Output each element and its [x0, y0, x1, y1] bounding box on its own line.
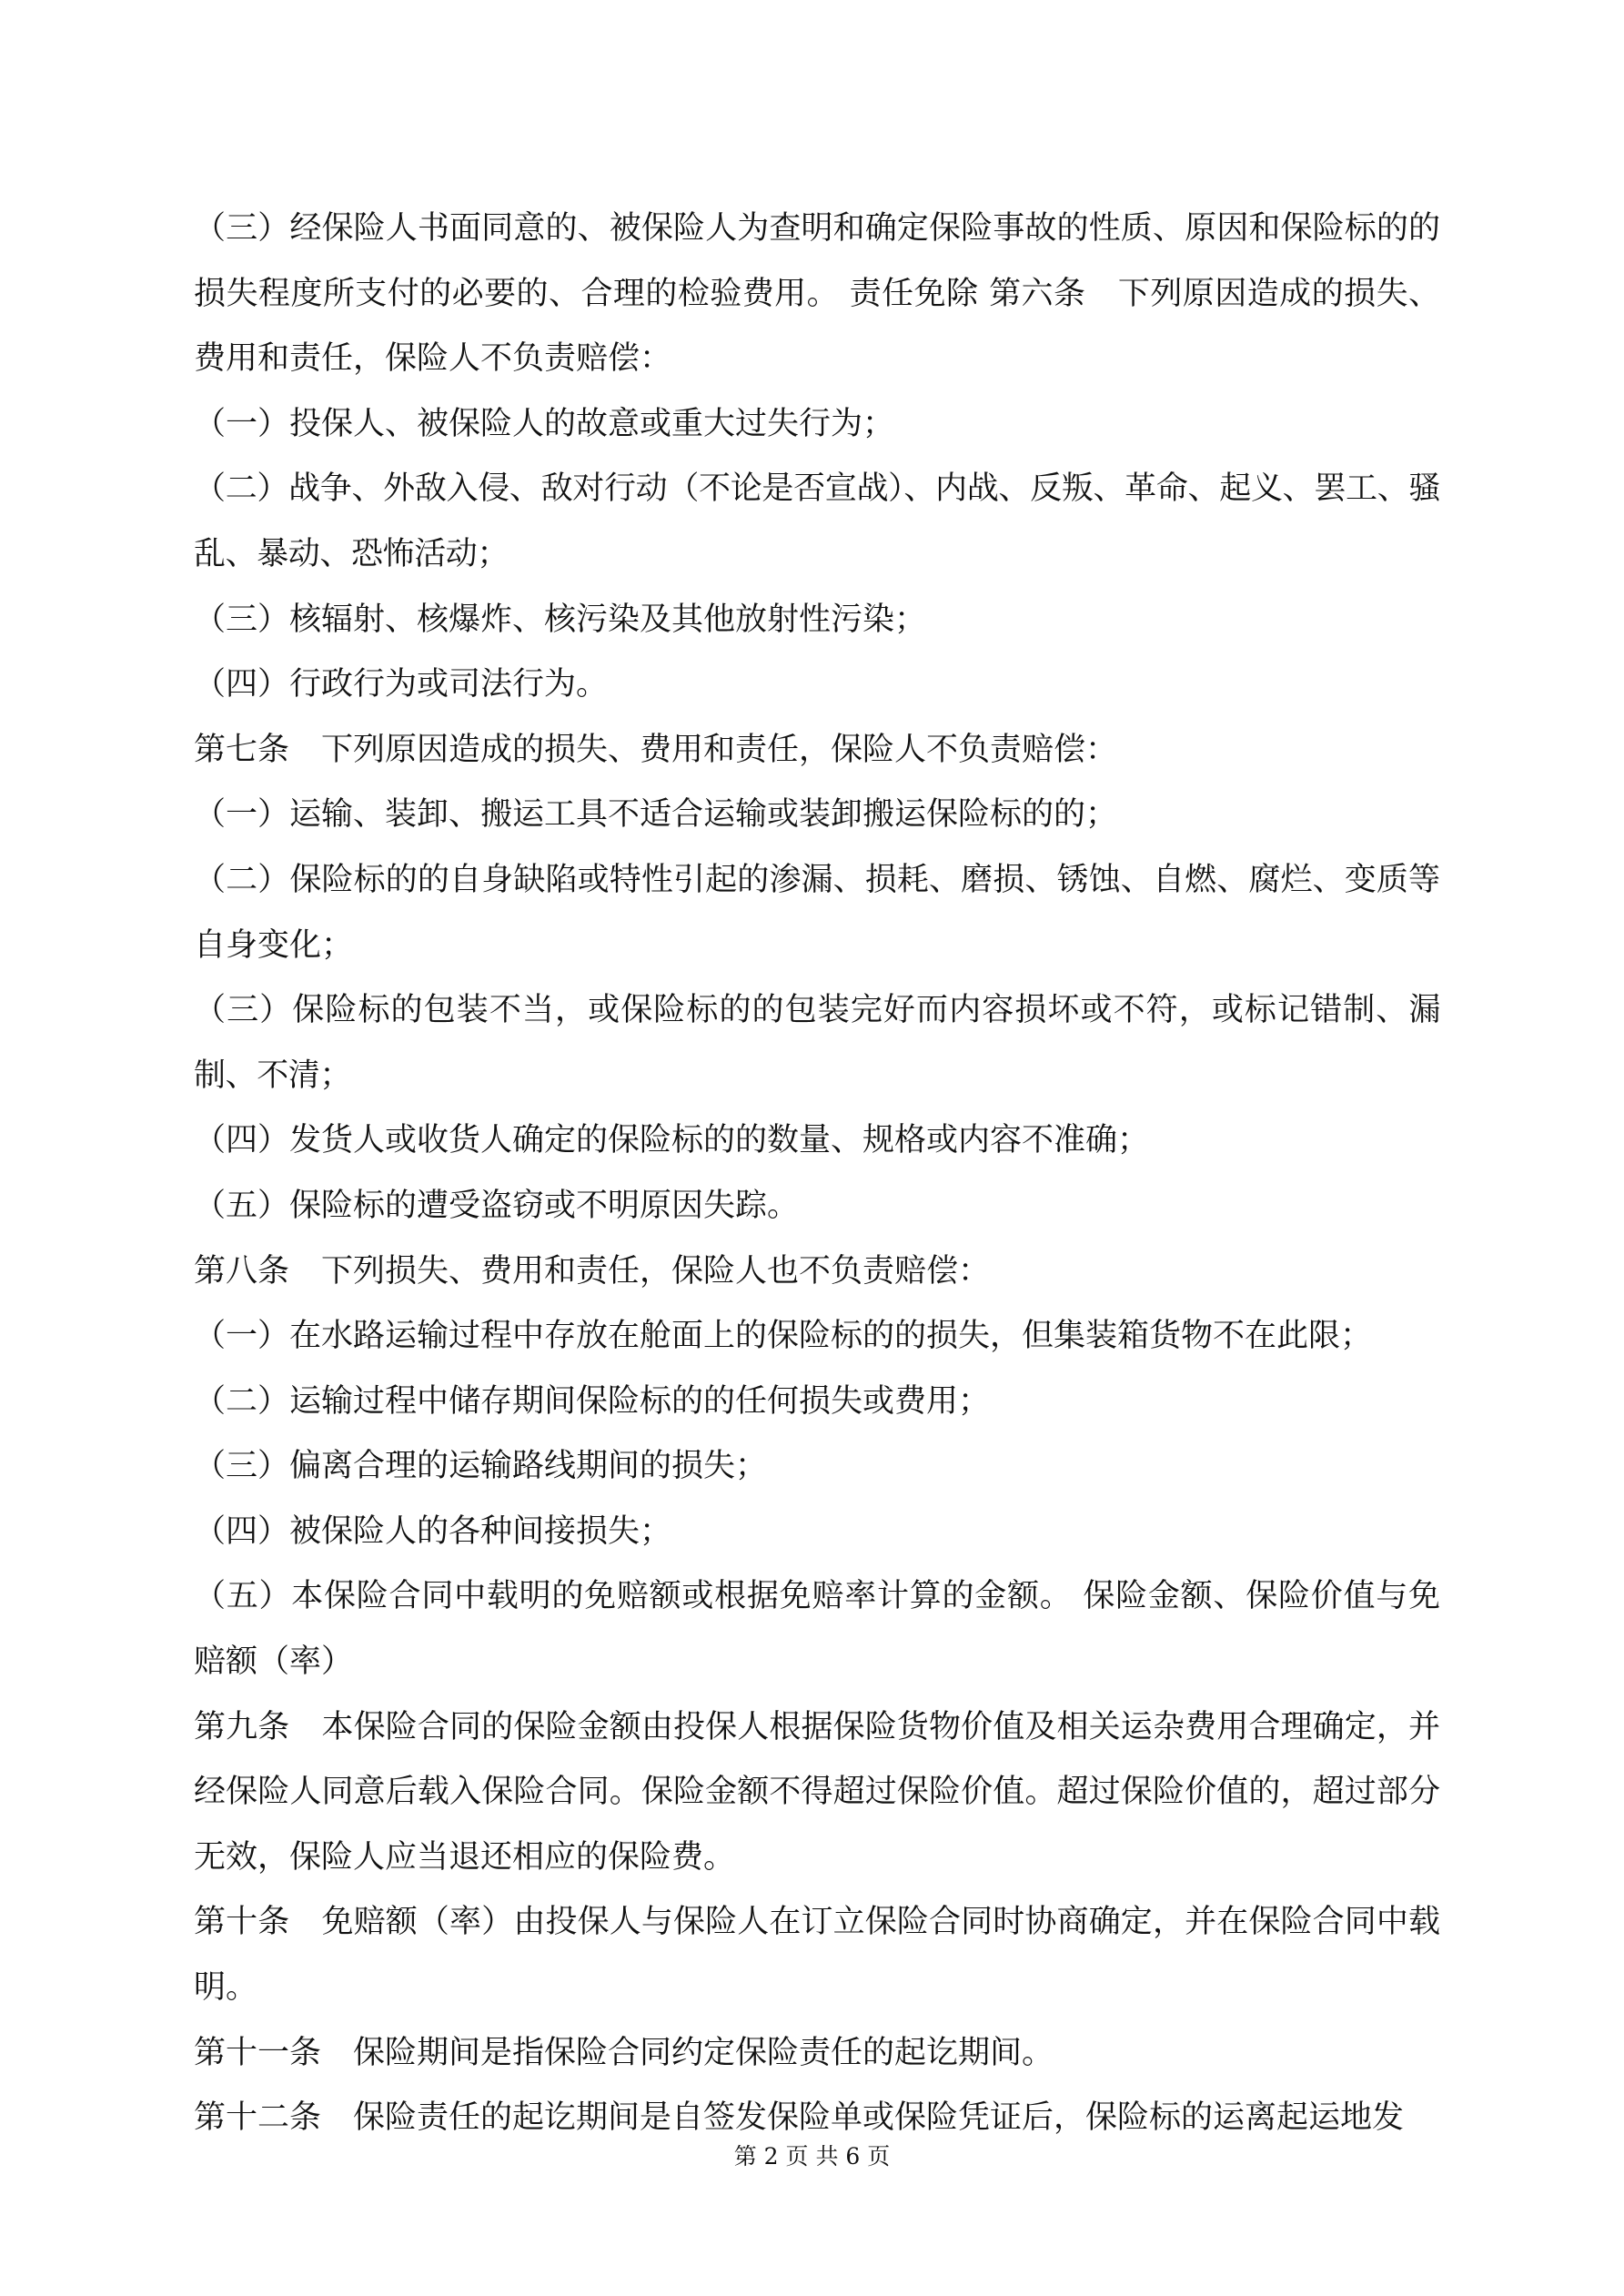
paragraph-article-7-item-2: （二）保险标的的自身缺陷或特性引起的渗漏、损耗、磨损、锈蚀、自燃、腐烂、变质等自身变化；	[194, 861, 1440, 964]
paragraph-article-7-item-1: （一）运输、装卸、搬运工具不适合运输或装卸搬运保险标的的；	[194, 796, 1118, 834]
paragraph-article-11: 第十一条 保险期间是指保险合同约定保险责任的起讫期间。	[194, 2034, 1054, 2071]
paragraph-clause-3-inspection-fees: （三）经保险人书面同意的、被保险人为查明和确定保险事故的性质、原因和保险标的的损失程度所支付的必要的、合理的检验费用。 责任免除 第六条 下列原因造成的损失、费用和责任，保险人不负责赔偿：	[194, 210, 1440, 378]
paragraph-article-8-item-2: （二）运输过程中储存期间保险标的的任何损失或费用；	[194, 1382, 991, 1420]
paragraph-article-7-item-3: （三）保险标的包装不当，或保险标的的包装完好而内容损坏或不符，或标记错制、漏制、不清；	[194, 992, 1440, 1094]
paragraph-exclusion-nuclear: （三）核辐射、核爆炸、核污染及其他放射性污染；	[194, 601, 927, 638]
paragraph-exclusion-intentional-act: （一）投保人、被保险人的故意或重大过失行为；	[194, 405, 895, 442]
paragraph-article-8-item-3: （三）偏离合理的运输路线期间的损失；	[194, 1448, 768, 1485]
paragraph-article-8-item-5: （五）本保险合同中载明的免赔额或根据免赔率计算的金额。 保险金额、保险价值与免赔额（率）	[194, 1578, 1440, 1681]
document-body	[194, 197, 1440, 2151]
page-number-footer: 第 2 页 共 6 页	[733, 2143, 891, 2170]
paragraph-article-12: 第十二条 保险责任的起讫期间是自签发保险单或保险凭证后，保险标的运离起运地发	[194, 2099, 1405, 2137]
paragraph-exclusion-administrative: （四）行政行为或司法行为。	[194, 666, 609, 703]
paragraph-exclusion-war: （二）战争、外敌入侵、敌对行动（不论是否宣战）、内战、反叛、革命、起义、罢工、骚乱、暴动、恐怖活动；	[194, 470, 1440, 572]
paragraph-article-7-item-5: （五）保险标的遭受盗窃或不明原因失踪。	[194, 1187, 800, 1224]
paragraph-article-7-item-4: （四）发货人或收货人确定的保险标的的数量、规格或内容不准确；	[194, 1122, 1150, 1159]
paragraph-article-8-item-4: （四）被保险人的各种间接损失；	[194, 1512, 672, 1550]
paragraph-article-8: 第八条 下列损失、费用和责任，保险人也不负责赔偿：	[194, 1252, 991, 1290]
paragraph-article-7: 第七条 下列原因造成的损失、费用和责任，保险人不负责赔偿：	[194, 731, 1118, 768]
paragraph-article-10: 第十条 免赔额（率）由投保人与保险人在订立保险合同时协商确定，并在保险合同中载明。	[194, 1904, 1440, 2007]
paragraph-article-9: 第九条 本保险合同的保险金额由投保人根据保险货物价值及相关运杂费用合理确定，并经保险人同意后载入保险合同。保险金额不得超过保险价值。超过保险价值的，超过部分无效，保险人应当退还相应的保险费。	[194, 1708, 1440, 1876]
paragraph-article-8-item-1: （一）在水路运输过程中存放在舱面上的保险标的的损失，但集装箱货物不在此限；	[194, 1318, 1373, 1355]
